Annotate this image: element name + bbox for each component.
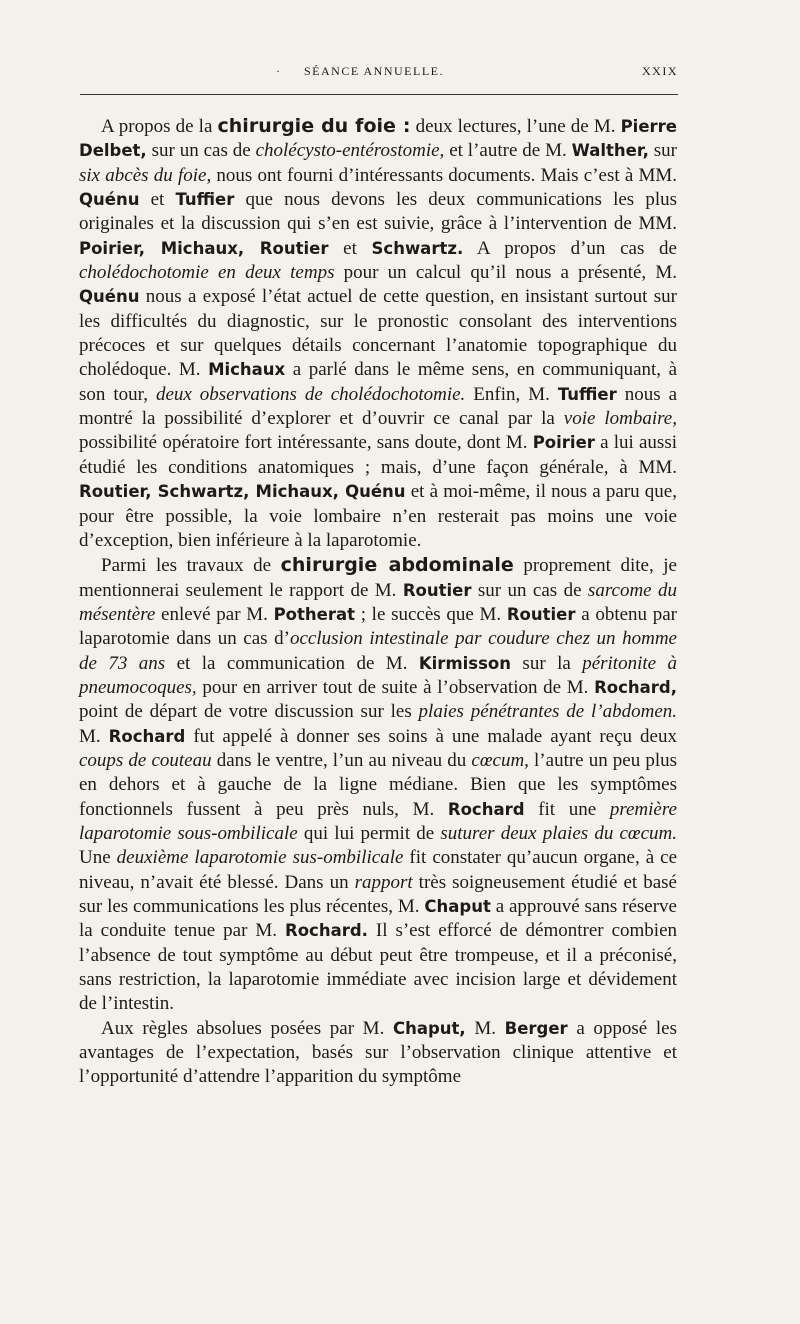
text-run: pour en arriver tout de suite à l’observation de M. [196, 676, 595, 698]
paragraph-expectation [79, 1017, 677, 1090]
header-title: SÉANCE ANNUELLE. [304, 64, 444, 78]
text-run: sur un cas de [471, 579, 588, 601]
text-run: et [328, 237, 372, 259]
surname-bold: Chaput [424, 897, 491, 916]
text-run: possibilité opératoire fort intéressante, sans doute, dont M. [79, 432, 533, 454]
surname-bold: Poirier [532, 433, 595, 453]
text-run: sur [648, 140, 677, 162]
text-run: et [139, 189, 176, 211]
text-run: nous a montré la possibilité d’explorer et d’ouvrir ce canal par la [79, 383, 677, 430]
surname-bold: Rochard. [285, 921, 368, 941]
text-run: proprement dite, je mentionnerai seulement le rapport de M. [79, 555, 677, 601]
text-run: a parlé dans le même sens, en communiquant, à son tour, [79, 359, 677, 405]
text-run: et l’autre de M. [444, 140, 572, 162]
italic-term: cholécysto-entérostomie, [255, 140, 445, 162]
surname-bold: Routier [402, 580, 472, 600]
text-run: a obtenu par laparotomie dans un cas d’ [79, 603, 678, 650]
text-run: ; le succès que M. [355, 603, 507, 625]
italic-term: deux observations de cholédochotomie. [155, 383, 466, 405]
text-run: et la communication de M. [165, 652, 419, 674]
text-run: deux lectures, l’une de M. [410, 116, 621, 137]
italic-term: cholédochotomie en deux temps [79, 262, 335, 284]
running-header [80, 64, 678, 84]
text-run: M. [465, 1017, 505, 1039]
text-run: nous ont fourni d’intéressants documents. Mais c’est à MM. [211, 164, 678, 186]
surname-bold: Pierre Delbet, [79, 117, 677, 161]
text-run: qui lui permit de [297, 822, 441, 844]
text-run: l’autre un peu plus en dehors et à gauche de la ligne médiane. Bien que les symptômes fonctionnels fussent à peu près nuls, M. [79, 749, 678, 820]
text-run: que nous devons les deux communications les plus originales et la discussion qui s’en est suivie, grâce à l’intervention de MM. [79, 189, 677, 235]
surname-bold: Tuffier [175, 190, 235, 210]
text-run: Une [79, 847, 117, 869]
text-run: Enfin, M. [465, 383, 558, 405]
header-mark: · [276, 64, 282, 78]
italic-term: coups de couteau [79, 749, 212, 771]
text-run: pour un calcul qu’il nous a présenté, M. [334, 262, 678, 284]
surname-bold: Chaput, [392, 1018, 466, 1038]
text-run: enlevé par M. [155, 603, 274, 625]
surname-bold: Potherat [273, 604, 356, 624]
surname-bold: Schwartz. [371, 238, 464, 258]
italic-term: occlusion intestinale par coudure chez un homme de 73 ans [79, 628, 677, 674]
text-run: sur un cas de [146, 140, 256, 162]
text-run: très soigneusement étudié et basé sur les communications les plus récentes, M. [79, 871, 677, 917]
text-run: et à moi-même, il nous a paru que, pour être possible, la voie lombaire n’en resterait pas moins une voie d’exception, bien inférieure à la laparotomie. [79, 481, 677, 551]
surname-bold: Kirmisson [418, 653, 512, 673]
italic-term: deuxième laparotomie sus-ombilicale [116, 847, 404, 869]
italic-term: voie lombaire, [563, 408, 677, 430]
body-text [79, 114, 677, 1090]
page-number: XXIX [642, 64, 678, 78]
text-run: Il s’est efforcé de démontrer combien l’absence de tout symptôme au début peut être trompeuse, et il a préconisé, sans restriction, la laparotomie immédiate avec incision large et dévidement de l’intestin. [79, 920, 677, 1015]
text-run: a approuvé sans réserve la conduite tenue par M. [79, 896, 677, 942]
text-run: Parmi les travaux de [101, 555, 281, 577]
surname-bold: Michaux [208, 360, 286, 380]
text-run: nous a exposé l’état actuel de cette question, en insistant surtout sur les difficultés du diagnostic, sur le pronostic consolant des interventions précoces et sur quelques détails concernant l’anatomie topographique du cholédoque. M. [79, 286, 677, 381]
surname-bold: Rochard, [594, 677, 677, 697]
surname-bold: Poirier, Michaux, Routier [79, 238, 329, 258]
text-run: M. [79, 725, 109, 747]
text-run: a opposé les avantages de l’expectation, basés sur l’observation clinique attentive et l’opportunité d’attendre l’apparition du symptôme [79, 1017, 677, 1088]
topic-heading-bold: chirurgie du foie : [217, 115, 411, 137]
surname-bold: Rochard [447, 799, 525, 819]
text-run: sur la [511, 652, 583, 674]
italic-term: plaies pénétrantes de l’abdomen. [418, 701, 677, 723]
surname-bold: Routier, Schwartz, Michaux, Quénu [79, 482, 406, 502]
surname-bold: Quénu [79, 190, 140, 210]
surname-bold: Berger [504, 1018, 568, 1038]
italic-term: sarcome du mésentère [79, 579, 677, 625]
topic-heading-bold: chirurgie abdominale [280, 554, 514, 577]
text-run: Aux règles absolues posées par M. [101, 1017, 393, 1039]
italic-term: rapport [354, 871, 413, 893]
surname-bold: Quénu [79, 287, 140, 307]
header-rule [80, 94, 678, 95]
paragraph-liver-surgery [79, 114, 677, 553]
surname-bold: Routier [506, 604, 576, 624]
text-run: dans le ventre, l’un au niveau du [211, 749, 472, 771]
text-run: fit constater qu’aucun organe, à ce niveau, n’avait été blessé. Dans un [79, 847, 678, 893]
paragraph-abdominal-surgery [79, 553, 677, 1017]
surname-bold: Tuffier [557, 384, 617, 404]
surname-bold: Rochard [108, 726, 186, 746]
italic-term: six abcès du foie, [79, 164, 212, 186]
italic-term: suturer deux plaies du cœcum. [440, 822, 677, 844]
text-run: fut appelé à donner ses soins à une malade ayant reçu deux [185, 725, 677, 747]
text-run: point de départ de votre discussion sur les [79, 701, 419, 723]
italic-term: péritonite à pneumocoques, [79, 652, 677, 698]
text-run: a lui aussi étudié les conditions anatomiques ; mais, d’une façon générale, à MM. [79, 432, 677, 478]
text-run: A propos de la [101, 116, 218, 137]
text-run: A propos d’un cas de [463, 237, 677, 259]
text-run: fit une [524, 798, 610, 820]
surname-bold: Walther, [571, 141, 649, 161]
italic-term: cœcum, [471, 749, 529, 771]
italic-term: première laparotomie sous-ombilicale [79, 798, 677, 844]
